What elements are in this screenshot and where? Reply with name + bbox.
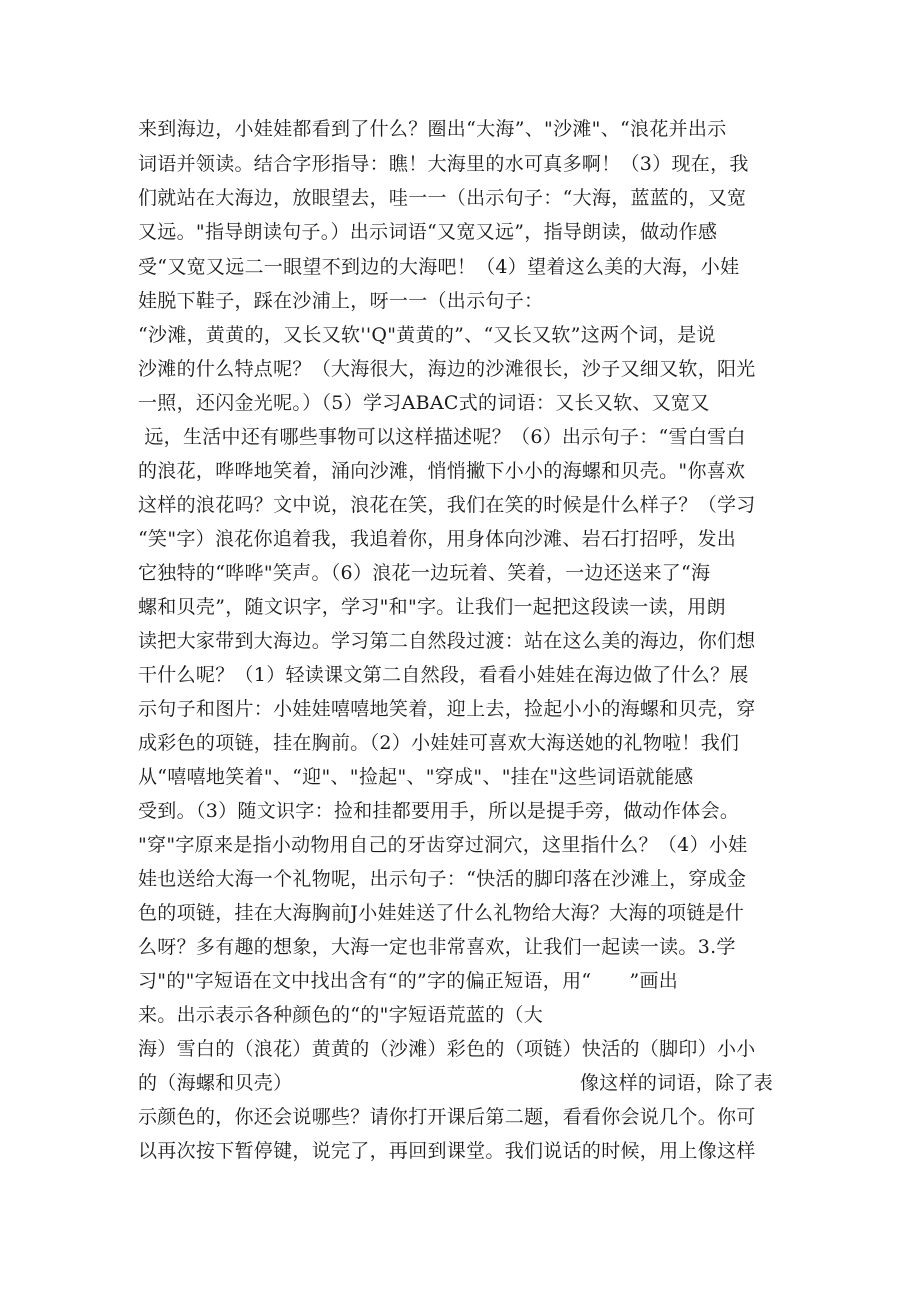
text-line: "穿"字原来是指小动物用自己的牙齿穿过洞穴，这里指什么？（4）小娃: [138, 834, 748, 856]
text-line: 娃也送给大海一个礼物呢，出示句子：“快活的脚印落在沙滩上，穿成金: [138, 868, 747, 890]
text-line: 习"的"字短语在文中找出含有“的”字的偏正短语，用“ ”画出: [138, 970, 679, 992]
text-line: 示颜色的，你还会说哪些？请你打开课后第二题，看看你会说几个。你可: [138, 1106, 756, 1128]
text-line: 色的项链，挂在大海胸前J小娃娃送了什么礼物给大海？大海的项链是什: [138, 902, 745, 924]
text-line: 干什么呢？（1）轻读课文第二自然段，看看小娃娃在海边做了什么？展: [138, 664, 749, 686]
text-line: 来到海边，小娃娃都看到了什么？圈出“大海”、"沙滩"、“浪花并出示: [138, 118, 727, 140]
text-line: 娃脱下鞋子，踩在沙浦上，呀一一（出示句子：: [138, 290, 544, 312]
text-line: 受到。（3）随文识字：捡和挂都要用手，所以是提手旁，做动作体会。: [138, 800, 740, 822]
text-line: 来。出示表示各种颜色的“的"字短语荒蓝的（大: [138, 1004, 544, 1026]
text-line-split-left: 的（海螺和贝壳）: [138, 1072, 293, 1094]
text-line: 成彩色的项链，挂在胸前。（2）小娃娃可喜欢大海送她的礼物啦！我们: [138, 732, 740, 754]
text-line: 么呀？多有趣的想象，大海一定也非常喜欢，让我们一起读一读。3.学: [138, 936, 736, 958]
text-line: 受“又宽又远二一眼望不到边的大海吧！（4）望着这么美的大海，小娃: [138, 256, 740, 278]
text-line: 的浪花，哗哗地笑着，涌向沙滩，悄悄撇下小小的海螺和贝壳。"你喜欢: [138, 460, 746, 482]
text-line: 们就站在大海边，放眼望去，哇一一（出示句子：“大海，蓝蓝的，又宽: [138, 187, 747, 209]
text-line: 示句子和图片：小娃娃嘻嘻地笑着，迎上去，捡起小小的海螺和贝壳，穿: [138, 698, 756, 720]
text-line: 远，生活中还有哪些事物可以这样描述呢？（6）出示句子：“雪白雪白: [138, 426, 746, 448]
text-line: 螺和贝壳”，随文识字，学习"和"字。让我们一起把这段读一读，用朗: [138, 596, 726, 618]
text-line: 读把大家带到大海边。学习第二自然段过渡：站在这么美的海边，你们想: [138, 630, 756, 652]
text-line: 这样的浪花吗？文中说，浪花在笑，我们在笑的时候是什么样子？（学习: [138, 494, 756, 516]
text-line: 以再次按下暂停键，说完了，再回到课堂。我们说话的时候，用上像这样: [138, 1140, 756, 1162]
text-line-split-right: 像这样的词语，除了表: [580, 1072, 774, 1094]
text-line: 一照，还闪金光呢。）（5）学习ABAC式的词语：又长又软、又宽又: [138, 392, 710, 414]
text-line: 又远。"指导朗读句子。）出示词语“又宽又远”，指导朗读，做动作感: [138, 221, 718, 243]
text-line: 它独特的“哗哗"笑声。（6）浪花一边玩着、笑着，一边还送来了“海: [138, 562, 711, 584]
text-line: 海）雪白的（浪花）黄黄的（沙滩）彩色的（项链）快活的（脚印）小小: [138, 1038, 756, 1060]
text-line: 沙滩的什么特点呢？（大海很大，海边的沙滩很长，沙子又细又软，阳光: [138, 358, 756, 380]
text-line: 从“嘻嘻地笑着"、“迎"、"捡起"、"穿成"、"挂在"这些词语就能感: [138, 766, 694, 788]
text-line: “笑"字）浪花你追着我，我追着你，用身体向沙滩、岩石打招呼，发出: [138, 528, 737, 550]
text-line: “沙滩，黄黄的，又长又软''Q"黄黄的”、“又长又软”这两个词，是说: [138, 324, 716, 346]
text-line: 词语并领读。结合字形指导：瞧！大海里的水可真多啊！（3）现在，我: [138, 153, 749, 175]
